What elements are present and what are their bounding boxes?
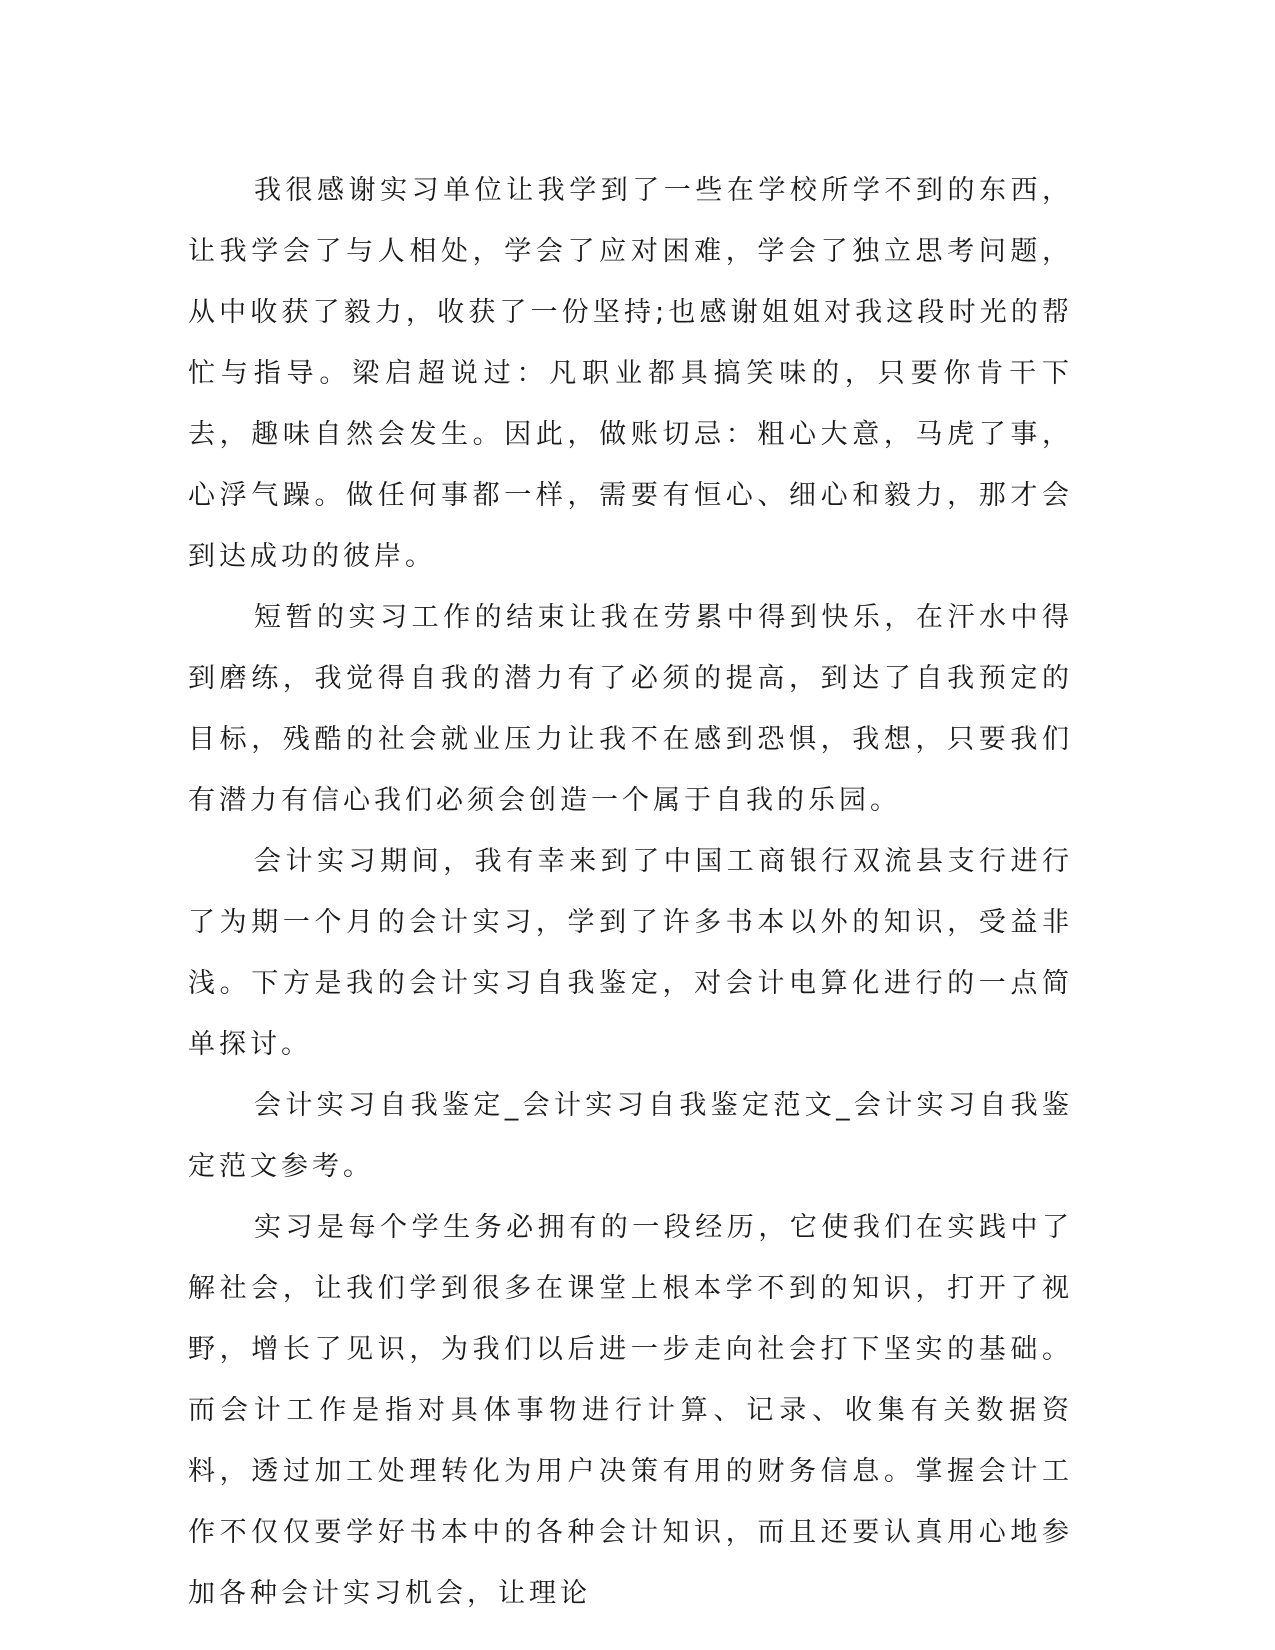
paragraph-internship-experience: 实习是每个学生务必拥有的一段经历，它使我们在实践中了解社会，让我们学到很多在课堂上根本学不到的知识，打开了视野，增长了见识，为我们以后进一步走向社会打下坚实的基础。而会计工作是指对具体事物进行计算、记录、收集有关数据资料，透过加工处理转化为用户决策有用的财务信息。掌握会计工作不仅仅要学好书本中的各种会计知识，而且还要认真用心地参加各种会计实习机会，让理论: [188, 1212, 1073, 1609]
paragraph-title-reference: 会计实习自我鉴定_会计实习自我鉴定范文_会计实习自我鉴定范文参考。: [188, 1090, 1073, 1182]
paragraph-bank-internship: 会计实习期间，我有幸来到了中国工商银行双流县支行进行了为期一个月的会计实习，学到了许多书本以外的知识，受益非浅。下方是我的会计实习自我鉴定，对会计电算化进行的一点简单探讨。: [188, 846, 1073, 1060]
document-body: [188, 160, 1073, 1624]
paragraph-internship-end: 短暂的实习工作的结束让我在劳累中得到快乐，在汗水中得到磨练，我觉得自我的潜力有了必须的提高，到达了自我预定的目标，残酷的社会就业压力让我不在感到恐惧，我想，只要我们有潜力有信心我们必须会创造一个属于自我的乐园。: [188, 602, 1073, 816]
paragraph-gratitude: 我很感谢实习单位让我学到了一些在学校所学不到的东西，让我学会了与人相处，学会了应对困难，学会了独立思考问题，从中收获了毅力，收获了一份坚持;也感谢姐姐对我这段时光的帮忙与指导。梁启超说过：凡职业都具搞笑味的，只要你肯干下去，趣味自然会发生。因此，做账切忌：粗心大意，马虎了事，心浮气躁。做任何事都一样，需要有恒心、细心和毅力，那才会到达成功的彼岸。: [188, 175, 1073, 572]
